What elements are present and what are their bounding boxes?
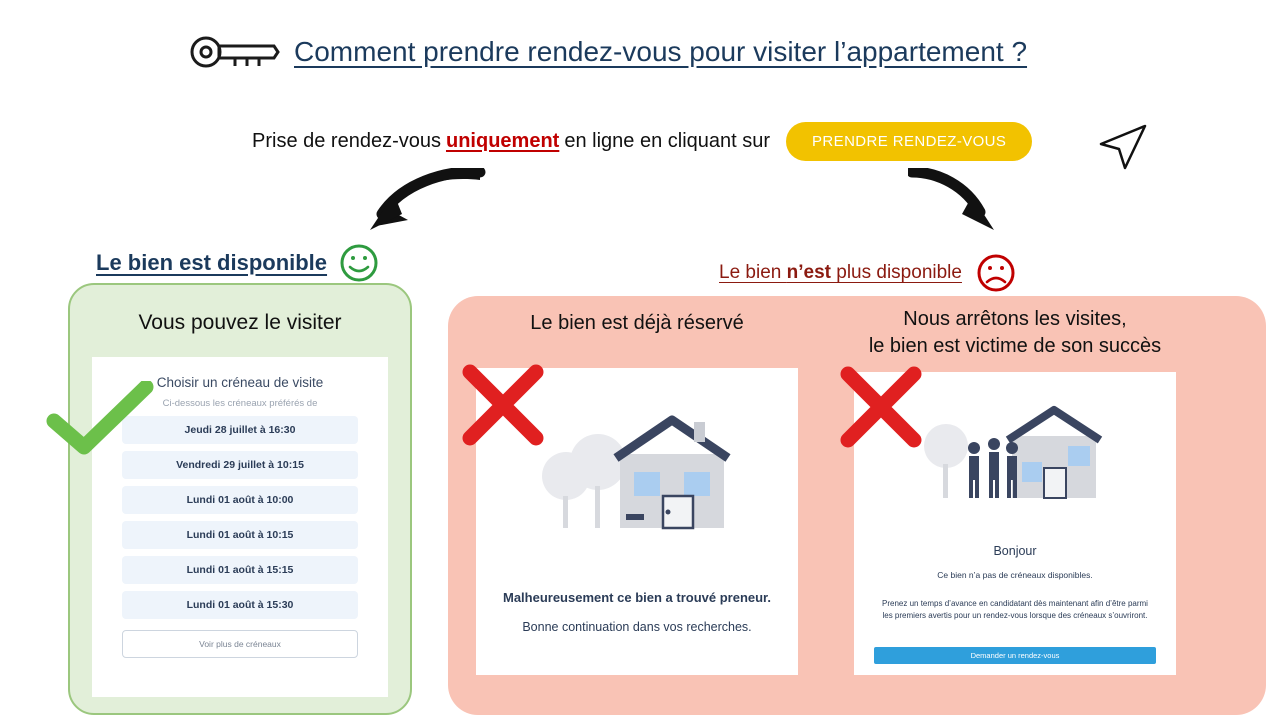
panel-available xyxy=(68,283,412,715)
branch-ok-heading-text: Le bien est disponible xyxy=(96,250,328,275)
request-appointment-button[interactable]: Demander un rendez-vous xyxy=(874,647,1156,664)
slot-option[interactable]: Jeudi 28 juillet à 16:30 xyxy=(122,416,358,444)
reserved-message-secondary: Bonne continuation dans vos recherches. xyxy=(522,620,752,634)
slot-option[interactable]: Vendredi 29 juillet à 10:15 xyxy=(122,451,358,479)
reserved-message-primary: Malheureusement ce bien a trouvé preneur. xyxy=(502,590,772,605)
subtitle-row xyxy=(252,122,1032,161)
cross-icon xyxy=(838,366,924,448)
check-mark-icon xyxy=(46,381,156,461)
subtitle-emphasis: uniquement xyxy=(445,130,560,152)
slot-option[interactable]: Lundi 01 août à 10:00 xyxy=(122,486,358,514)
panel-unavailable xyxy=(448,296,1266,715)
slot-picker-heading: Choisir un créneau de visite xyxy=(156,375,324,390)
page-title-text: Comment prendre rendez-vous pour visiter l’appartement ? xyxy=(294,36,1028,67)
branch-ok-heading xyxy=(96,243,379,283)
slot-option[interactable]: Lundi 01 août à 10:15 xyxy=(122,521,358,549)
unavailable-right-title-wrap xyxy=(854,306,1176,360)
unavailable-right-title-line1: Nous arrêtons les visites, xyxy=(903,308,1127,330)
smiley-happy-icon xyxy=(339,243,379,283)
unavailable-left-title-wrap xyxy=(476,310,798,337)
more-slots-button[interactable]: Voir plus de créneaux xyxy=(122,630,358,658)
slot-picker-subheading: Ci-dessous les créneaux préférés de xyxy=(162,398,318,409)
mouse-cursor-icon xyxy=(1095,122,1155,174)
arrow-right-icon xyxy=(908,168,998,233)
cross-icon xyxy=(460,364,546,446)
unavailable-right-title-line2: le bien est victime de son succès xyxy=(868,335,1162,357)
page-title xyxy=(188,32,1027,72)
unavailable-right-title xyxy=(854,306,1176,360)
branch-ko-heading-text: Le bien n’est plus disponible xyxy=(719,262,962,283)
no-slots-hello: Bonjour xyxy=(993,544,1037,558)
people-house-illustration-icon xyxy=(916,390,1116,545)
subtitle-after: en ligne en cliquant sur xyxy=(564,130,771,152)
unavailable-left-title: Le bien est déjà réservé xyxy=(530,312,744,334)
subtitle-before: Prise de rendez-vous xyxy=(252,130,441,152)
smiley-sad-icon xyxy=(976,253,1016,293)
house-illustration-icon xyxy=(534,400,744,555)
slot-option[interactable]: Lundi 01 août à 15:15 xyxy=(122,556,358,584)
slot-option[interactable]: Lundi 01 août à 15:30 xyxy=(122,591,358,619)
no-slots-subtitle: Ce bien n’a pas de créneaux disponibles. xyxy=(937,570,1093,580)
branch-ko-heading xyxy=(719,253,1016,293)
no-slots-paragraph: Prenez un temps d’avance en candidatant dès maintenant afin d’être parmi les premiers avertis pour un rendez-vous lorsque des créneaux s’ouvriront. xyxy=(882,599,1148,620)
key-icon xyxy=(188,32,280,72)
prendre-rendez-vous-button[interactable]: PRENDRE RENDEZ-VOUS xyxy=(786,122,1032,161)
arrow-left-icon xyxy=(368,168,488,233)
panel-available-title: Vous pouvez le visiter xyxy=(138,311,342,334)
